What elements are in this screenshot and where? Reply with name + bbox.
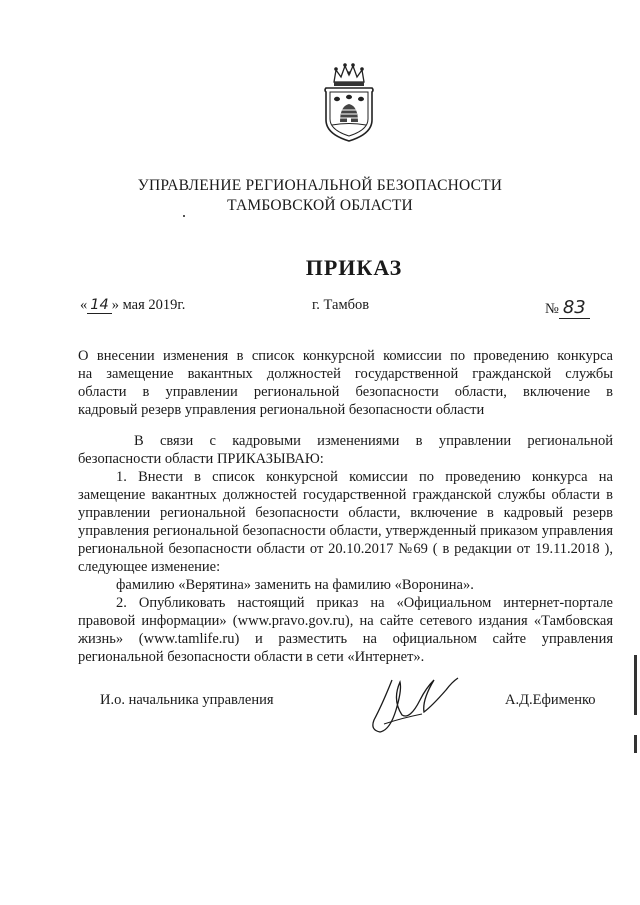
order-item-1: 1. Внести в список конкурсной комиссии по проведению конкурса на замещение вакантных должностей государственной гражданской службы области в управлении региональной безопасности области, включение в кадровый резерв управления региональной безопасности области, утвержденный приказом управления региональной безопасности области от 20.10.2017 №69 ( в редакции от 19.11.2018 ), следующее изменение: [78, 469, 613, 575]
subject-line: области в управлении региональной безопасности области, включение в [78, 384, 613, 400]
org-name-line2: ТАМБОВСКОЙ ОБЛАСТИ [227, 197, 413, 214]
scan-dot [183, 215, 185, 217]
date-day-handwritten: 14 [87, 297, 111, 314]
signatory-name: А.Д.Ефименко [505, 692, 596, 708]
document-body [78, 432, 613, 666]
signatory-position: И.о. начальника управления [100, 692, 274, 708]
order-item-1-change: фамилию «Верятина» заменить на фамилию «Воронина». [116, 577, 474, 593]
date-month-year: » мая 2019г. [111, 297, 186, 313]
scan-edge [634, 655, 637, 715]
document-number [545, 297, 590, 318]
document-city: г. Тамбов [312, 297, 370, 313]
order-item-2: 2. Опубликовать настоящий приказ на «Официальном интернет-портале правовой информации» (www.pravo.gov.ru), на сайте сетевого издания «Тамбовская жизнь» (www.tamlife.ru) и разместить на официальном сайте управления региональной безопасности области в сети «Интернет». [78, 595, 613, 665]
scan-edge [634, 735, 637, 753]
document-subject [78, 347, 613, 419]
coat-of-arms-icon [318, 62, 380, 144]
number-label: № [545, 301, 559, 317]
date-open-quote: « [80, 297, 88, 313]
handwritten-signature [362, 660, 472, 750]
subject-line: на замещение вакантных должностей государственной гражданской службы [78, 366, 613, 382]
intro-paragraph-line1: В связи с кадровыми изменениями в управлении региональной [134, 433, 613, 449]
subject-line: кадровый резерв управления региональной безопасности области [78, 402, 485, 418]
subject-line: О внесении изменения в список конкурсной комиссии по проведению конкурса [78, 348, 613, 364]
intro-paragraph-line2: безопасности области ПРИКАЗЫВАЮ: [78, 451, 324, 467]
document-title: ПРИКАЗ [305, 255, 403, 280]
document-date [80, 297, 185, 314]
org-name-line1: УПРАВЛЕНИЕ РЕГИОНАЛЬНОЙ БЕЗОПАСНОСТИ [137, 177, 503, 194]
number-handwritten: 83 [559, 297, 590, 319]
